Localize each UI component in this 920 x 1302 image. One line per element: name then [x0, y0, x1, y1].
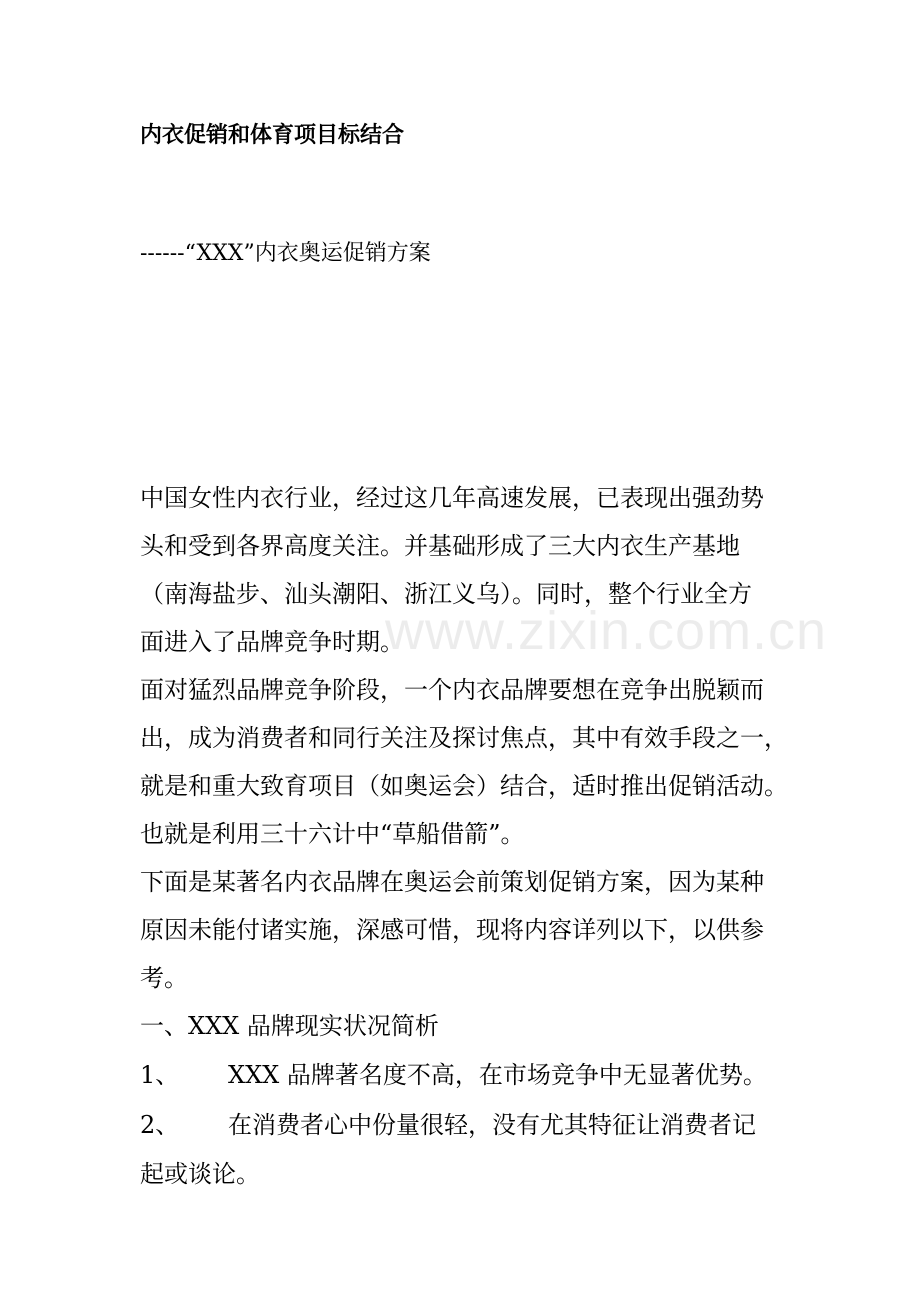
list-item-text: 在消费者心中份量很轻，没有尤其特征让消费者记 [228, 1111, 756, 1139]
paragraph-line: 下面是某著名内衣品牌在奥运会前策划促销方案，因为某种 [140, 868, 764, 896]
paragraph-line: 头和受到各界高度关注。并基础形成了三大内衣生产基地 [140, 532, 740, 560]
paragraph-line: 中国女性内衣行业，经过这几年高速发展，已表现出强劲势 [140, 484, 764, 512]
section-heading: 一、XXX 品牌现实状况简析 [140, 1012, 439, 1040]
paragraph-line: 面进入了品牌竞争时期。 [140, 628, 404, 656]
list-item-number: 1、 [140, 1061, 180, 1089]
list-item-text: XXX 品牌著名度不高，在市场竞争中无显著优势。 [228, 1061, 767, 1089]
list-item [140, 1100, 790, 1150]
paragraph-line: 原因未能付诸实施，深感可惜，现将内容详列以下，以供参 [140, 916, 764, 944]
paragraph-line: 起或谈论。 [140, 1160, 260, 1188]
paragraph-line: 也就是利用三十六计中“草船借箭”。 [140, 820, 525, 848]
document-subtitle: ------“XXX”内衣奥运促销方案 [140, 241, 431, 266]
document-title: 内衣促销和体育项目标结合 [140, 123, 405, 148]
paragraph-line: 考。 [140, 964, 188, 992]
watermark: www.zixin.com.cn [385, 601, 828, 661]
paragraph-line: 出，成为消费者和同行关注及探讨焦点，其中有效手段之一， [140, 724, 788, 752]
list-item-number: 2、 [140, 1111, 180, 1139]
paragraph-line: 面对猛烈品牌竞争阶段，一个内衣品牌要想在竞争出脱颖而 [140, 676, 764, 704]
paragraph-line: 就是和重大致育项目（如奥运会）结合，适时推出促销活动。 [140, 772, 788, 800]
document-body [140, 474, 790, 1198]
paragraph-line: （南海盐步、汕头潮阳、浙江义乌）。同时，整个行业全方 [140, 580, 752, 608]
list-item [140, 1050, 790, 1100]
